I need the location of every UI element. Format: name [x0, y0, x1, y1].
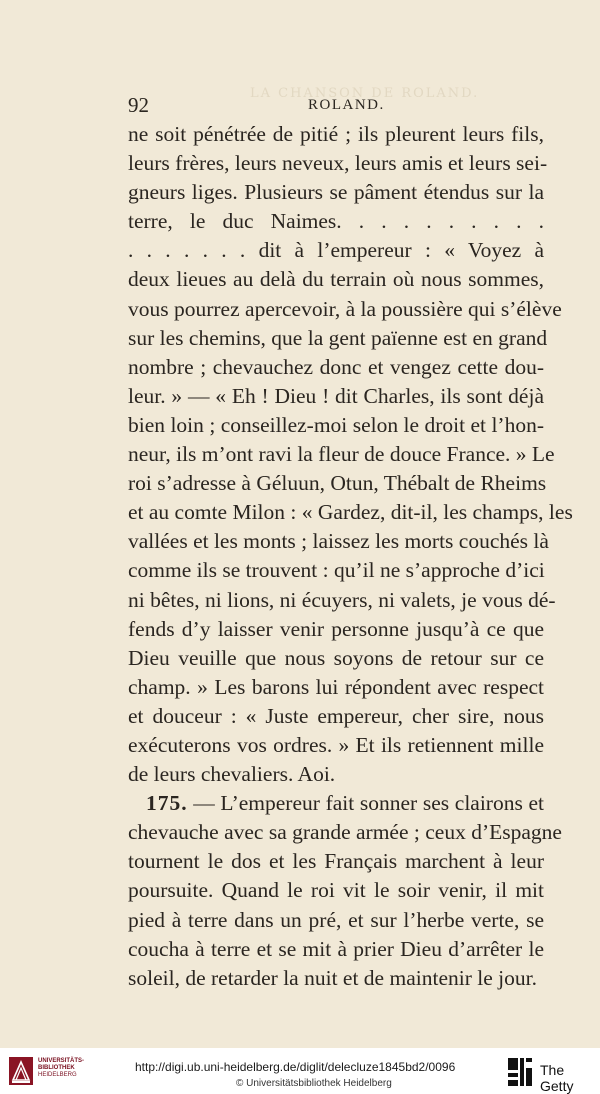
- text-line: chevauche avec sa grande armée ; ceux d’Espagne: [128, 820, 562, 845]
- text-line: neur, ils m’ont ravi la fleur de douce France. » Le: [128, 442, 555, 467]
- viewer-footer: [0, 1048, 600, 1094]
- text-line: exécuterons vos ordres. » Et ils retiennent mille: [128, 732, 544, 757]
- page-header: [128, 93, 544, 117]
- text-line: et douceur : « Juste empereur, cher sire, nous: [128, 703, 544, 728]
- text-line: terre, le duc Naimes. . . . . . . . . .: [128, 209, 544, 234]
- text-line: roi s’adresse à Géluun, Otun, Thébalt de Rheims: [128, 471, 547, 496]
- text-line: vallées et les monts ; laissez les morts couchés là: [128, 529, 549, 554]
- section-line-text: — L’empereur fait sonner ses clairons et: [187, 791, 544, 816]
- getty-logo-icon: [506, 1056, 534, 1088]
- running-head: ROLAND.: [308, 97, 385, 113]
- text-line: coucha à terre et se mit à prier Dieu d’arrêter le: [128, 936, 544, 961]
- page-number: 92: [128, 93, 149, 117]
- library-name: [38, 1058, 84, 1079]
- text-line: soleil, de retarder la nuit et de maintenir le jour.: [128, 965, 537, 990]
- show-through-text: LA CHANSON DE ROLAND.: [250, 86, 480, 101]
- text-line: pied à terre dans un pré, et sur l’herbe verte, se: [128, 907, 544, 932]
- text-line: nombre ; chevauchez donc et vengez cette dou-: [128, 354, 544, 379]
- copyright-notice: © Universitätsbibliothek Heidelberg: [236, 1078, 392, 1089]
- text-line: et au comte Milon : « Gardez, dit-il, les champs, les: [128, 500, 573, 525]
- permalink[interactable]: http://digi.ub.uni-heidelberg.de/diglit/delecluze1845bd2/0096: [135, 1060, 456, 1074]
- text-line: poursuite. Quand le roi vit le soir venir, il mit: [128, 878, 544, 903]
- text-line: de leurs chevaliers. Aoi.: [128, 762, 336, 787]
- library-name-line: UNIVERSITÄTS-: [38, 1058, 85, 1064]
- text-line: bien loin ; conseillez-moi selon le droit et l’hon-: [128, 412, 544, 437]
- library-name-line: HEIDELBERG: [38, 1072, 77, 1078]
- text-line: sur les chemins, que la gent païenne est en grand: [128, 325, 548, 350]
- text-line: Dieu veuille que nous soyons de retour sur ce: [128, 645, 544, 670]
- text-line: ni bêtes, ni lions, ni écuyers, ni valets, je vous dé-: [128, 587, 556, 612]
- text-line: . . . . . . . dit à l’empereur : « Voyez à: [128, 238, 544, 263]
- text-line: leur. » — « Eh ! Dieu ! dit Charles, ils sont déjà: [128, 383, 544, 408]
- university-seal-icon: [8, 1056, 34, 1086]
- body-text: [128, 120, 573, 993]
- text-line: fends d’y laisser venir personne jusqu’à ce que: [128, 616, 544, 641]
- text-line: comme ils se trouvent : qu’il ne s’approche d’ici: [128, 558, 545, 583]
- text-line: leurs frères, leurs neveux, leurs amis et leurs sei-: [128, 151, 548, 176]
- text-line: champ. » Les barons lui répondent avec respect: [128, 674, 544, 699]
- text-line: tournent le dos et les Français marchent à leur: [128, 849, 544, 874]
- text-line: ne soit pénétrée de pitié ; ils pleurent leurs fils,: [128, 122, 544, 146]
- section-number: 175.: [146, 791, 188, 816]
- section-first-line: [128, 789, 544, 818]
- getty-name: The Getty: [540, 1062, 574, 1094]
- text-line: gneurs liges. Plusieurs se pâment étendus sur la: [128, 180, 544, 205]
- library-name-line: BIBLIOTHEK: [38, 1065, 75, 1071]
- text-line: deux lieues au delà du terrain où nous sommes,: [128, 267, 544, 292]
- text-line: vous pourrez apercevoir, à la poussière qui s’élève: [128, 296, 562, 321]
